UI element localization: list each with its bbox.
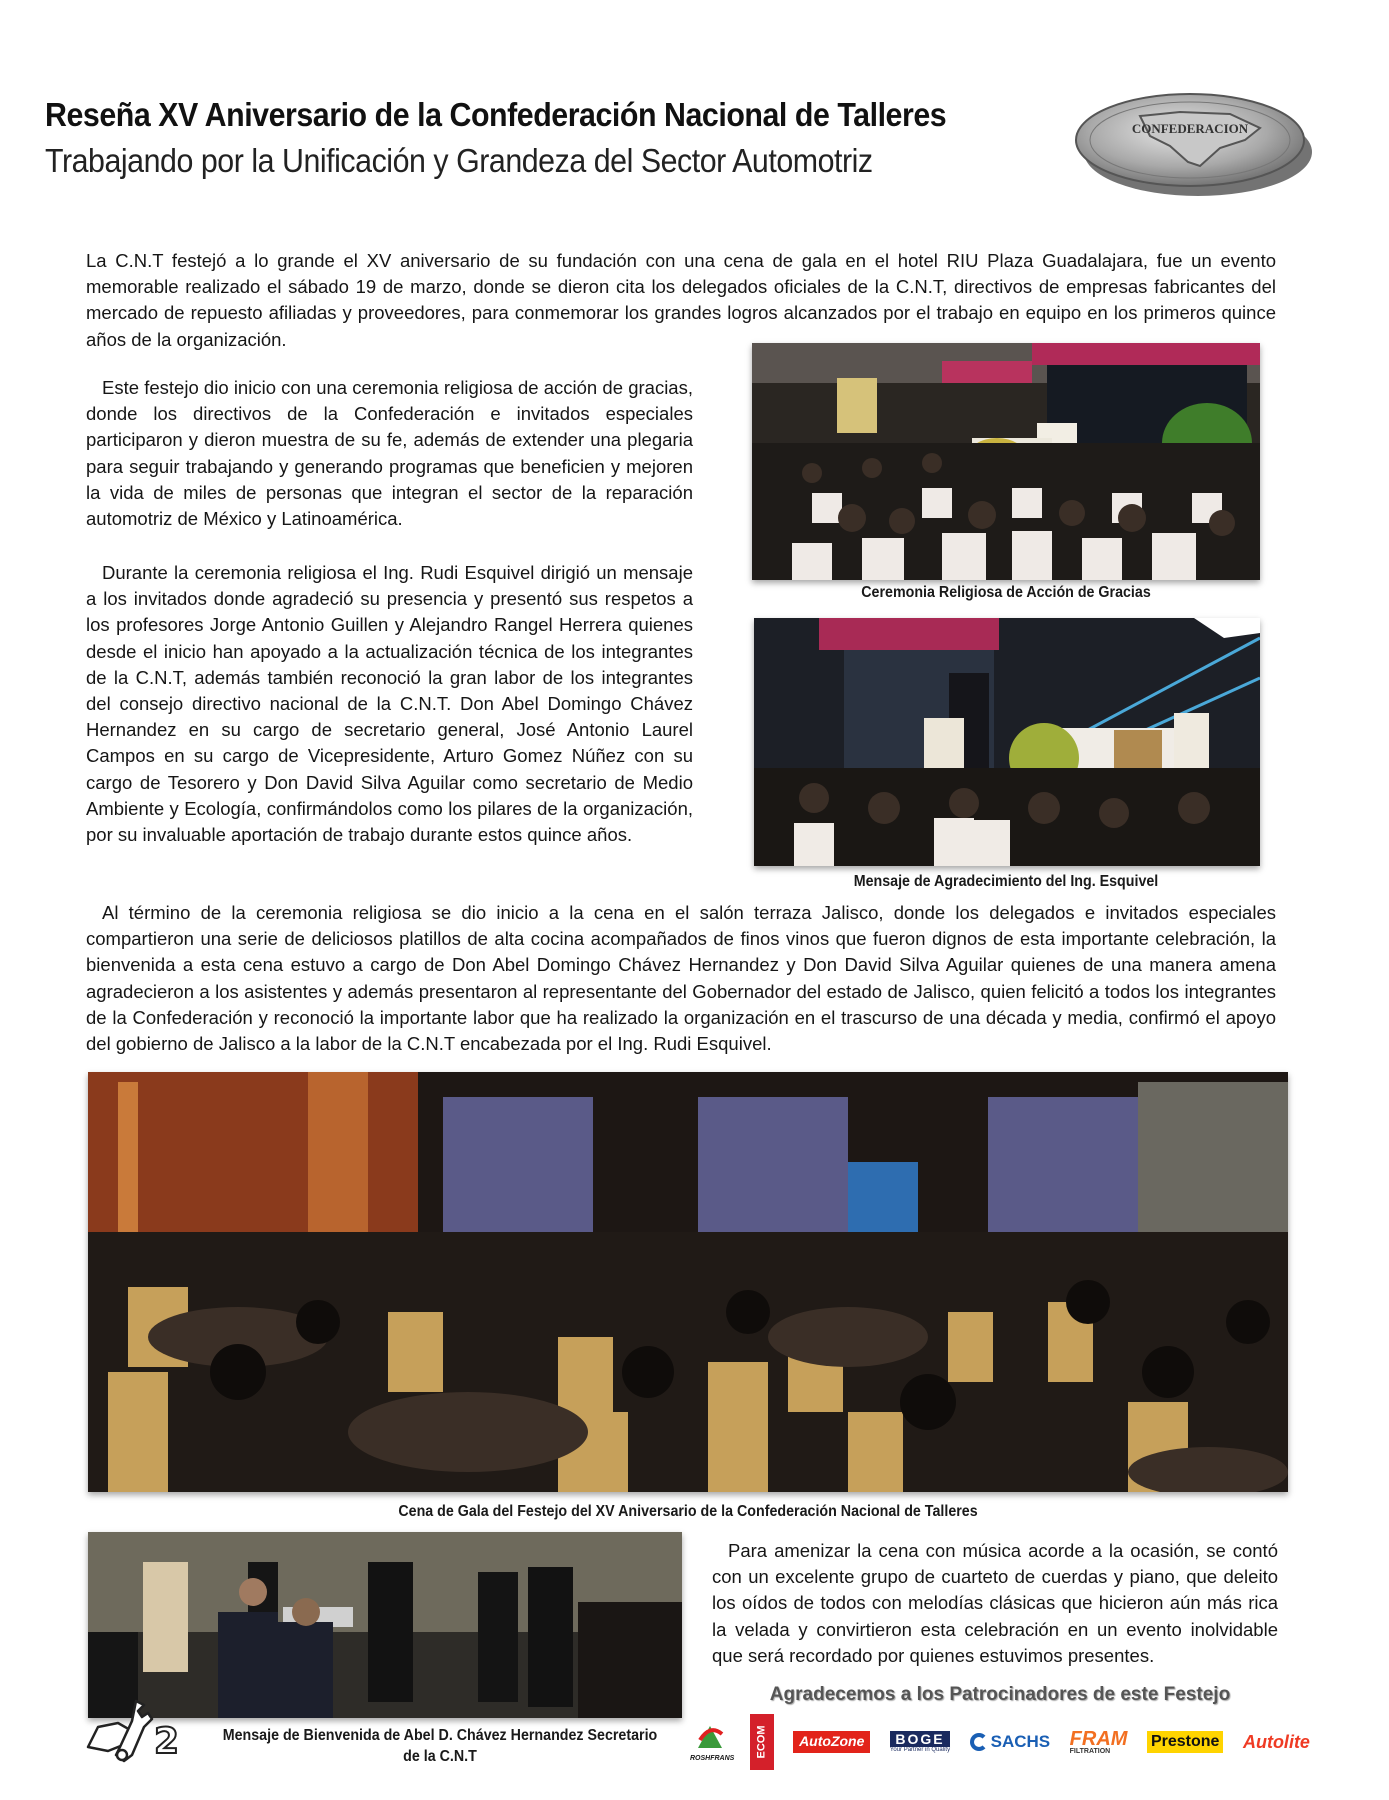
- ceremony-paragraph: Este festejo dio inicio con una ceremonia religiosa de acción de gracias, donde los directivos de la Confederación e invitados especiales participaron y dieron muestra de su fe, además de extender una plegaria para seguir trabajando y generando programas que beneficien y mejoren la vida de miles de personas que integran el sector de la reparación automotriz de México y Latinoamérica.: [86, 377, 693, 530]
- medal-label: CONFEDERACION: [1131, 121, 1249, 136]
- welcome-message-photo-caption: Mensaje de Bienvenida de Abel D. Chávez Hernandez Secretario de la C.N.T: [222, 1727, 658, 1765]
- ceremony-photo: [752, 343, 1260, 580]
- gala-dinner-photo: [88, 1072, 1288, 1492]
- gala-dinner-photo-caption: Cena de Gala del Festejo del XV Aniversario de la Confederación Nacional de Talleres: [398, 1503, 978, 1520]
- sponsor-logo-prestone: Prestone: [1147, 1731, 1223, 1753]
- page-number: 2: [154, 1721, 180, 1762]
- article-title: Reseña XV Aniversario de la Confederación Nacional de Talleres: [45, 96, 947, 133]
- speech-photo-caption: Mensaje de Agradecimiento del Ing. Esquivel: [853, 873, 1159, 890]
- dinner-paragraph: Al término de la ceremonia religiosa se dio inicio a la cena en el salón terraza Jalisco, donde los delegados e invitados especiales compartieron una serie de deliciosos platillos de alta cocina acompañados de finos vinos que fueron dignos de esta importante celebración, la bienvenida a esta cena estuvo a cargo de Don Abel Domingo Chávez Hernandez y Don David Silva Aguilar quienes de una manera amena agradecieron a los asistentes y además presentaron al representante del Gobernador del estado de Jalisco, quien felicitó a todos los integrantes de la Confederación y reconoció la importante labor que ha realizado la organización en el trascurso de una década y media, confirmó el apoyo del gobierno de Jalisco a la labor de la C.N.T encabezada por el Ing. Rudi Esquivel.: [86, 902, 1276, 1055]
- confederacion-medal-logo: [1070, 88, 1316, 200]
- sponsor-logo-fram: FRAM FILTRATION: [1069, 1727, 1128, 1755]
- article-subtitle: Trabajando por la Unificación y Grandeza del Sector Automotriz: [45, 142, 873, 179]
- ceremony-photo-caption: Ceremonia Religiosa de Acción de Gracias: [861, 584, 1151, 601]
- speech-photo: [754, 618, 1260, 866]
- sponsor-logo-autolite: Autolite: [1242, 1731, 1310, 1752]
- sponsor-logo-ecom: ECOM: [750, 1714, 774, 1770]
- sponsors-heading: Agradecemos a los Patrocinadores de este Festejo: [769, 1684, 1231, 1705]
- sponsor-logo-boge: BOGE Your Partner in Quality: [889, 1731, 951, 1753]
- intro-paragraph: La C.N.T festejó a lo grande el XV aniversario de su fundación con una cena de gala en el hotel RIU Plaza Guadalajara, fue un evento memorable realizado el sábado 19 de marzo, donde se dieron cita los delegados oficiales de la C.N.T, directivos de empresas fabricantes del mercado de repuesto afiliadas y proveedores, para conmemorar los grandes logros alcanzados por el trabajo en equipo en los primeros quince años de la organización.: [86, 250, 1276, 350]
- sponsor-logo-sachs: SACHS: [970, 1732, 1051, 1752]
- music-paragraph: Para amenizar la cena con música acorde a la ocasión, se contó con un excelente grupo de cuarteto de cuerdas y piano, que deleito los oídos de todos con melodías clásicas que hicieron aún más rica la velada y convirtieron esta celebración en un evento inolvidable que será recordado por quienes estuvimos presentes.: [712, 1540, 1278, 1666]
- sponsor-logos: [690, 1712, 1310, 1772]
- sponsor-logo-roshfrans: ROSHFRANS: [690, 1722, 730, 1762]
- sachs-swirl-icon: [970, 1733, 988, 1751]
- message-paragraph: Durante la ceremonia religiosa el Ing. Rudi Esquivel dirigió un mensaje a los invitados donde agradeció su presencia y presentó sus respetos a los profesores Jorge Antonio Guillen y Alejandro Rangel Herrera quienes desde el inicio han apoyado a la actualización técnica de los integrantes de la C.N.T, además también reconoció la gran labor de los integrantes del consejo directivo nacional de la C.N.T. Don Abel Domingo Chávez Hernandez en su cargo de secretario general, José Antonio Laurel Campos en su cargo de Vicepresidente, Arturo Gomez Núñez con su cargo de Tesorero y Don David Silva Aguilar como secretario de Medio Ambiente y Ecología, confirmándolos como los pilares de la organización, por su invaluable aportación de trabajo durante estos quince años.: [86, 562, 693, 846]
- sponsor-logo-autozone: AutoZone: [793, 1731, 870, 1753]
- welcome-message-photo: [88, 1532, 682, 1718]
- page-number-badge: [84, 1695, 194, 1765]
- wrench-hand-icon: [88, 1701, 152, 1761]
